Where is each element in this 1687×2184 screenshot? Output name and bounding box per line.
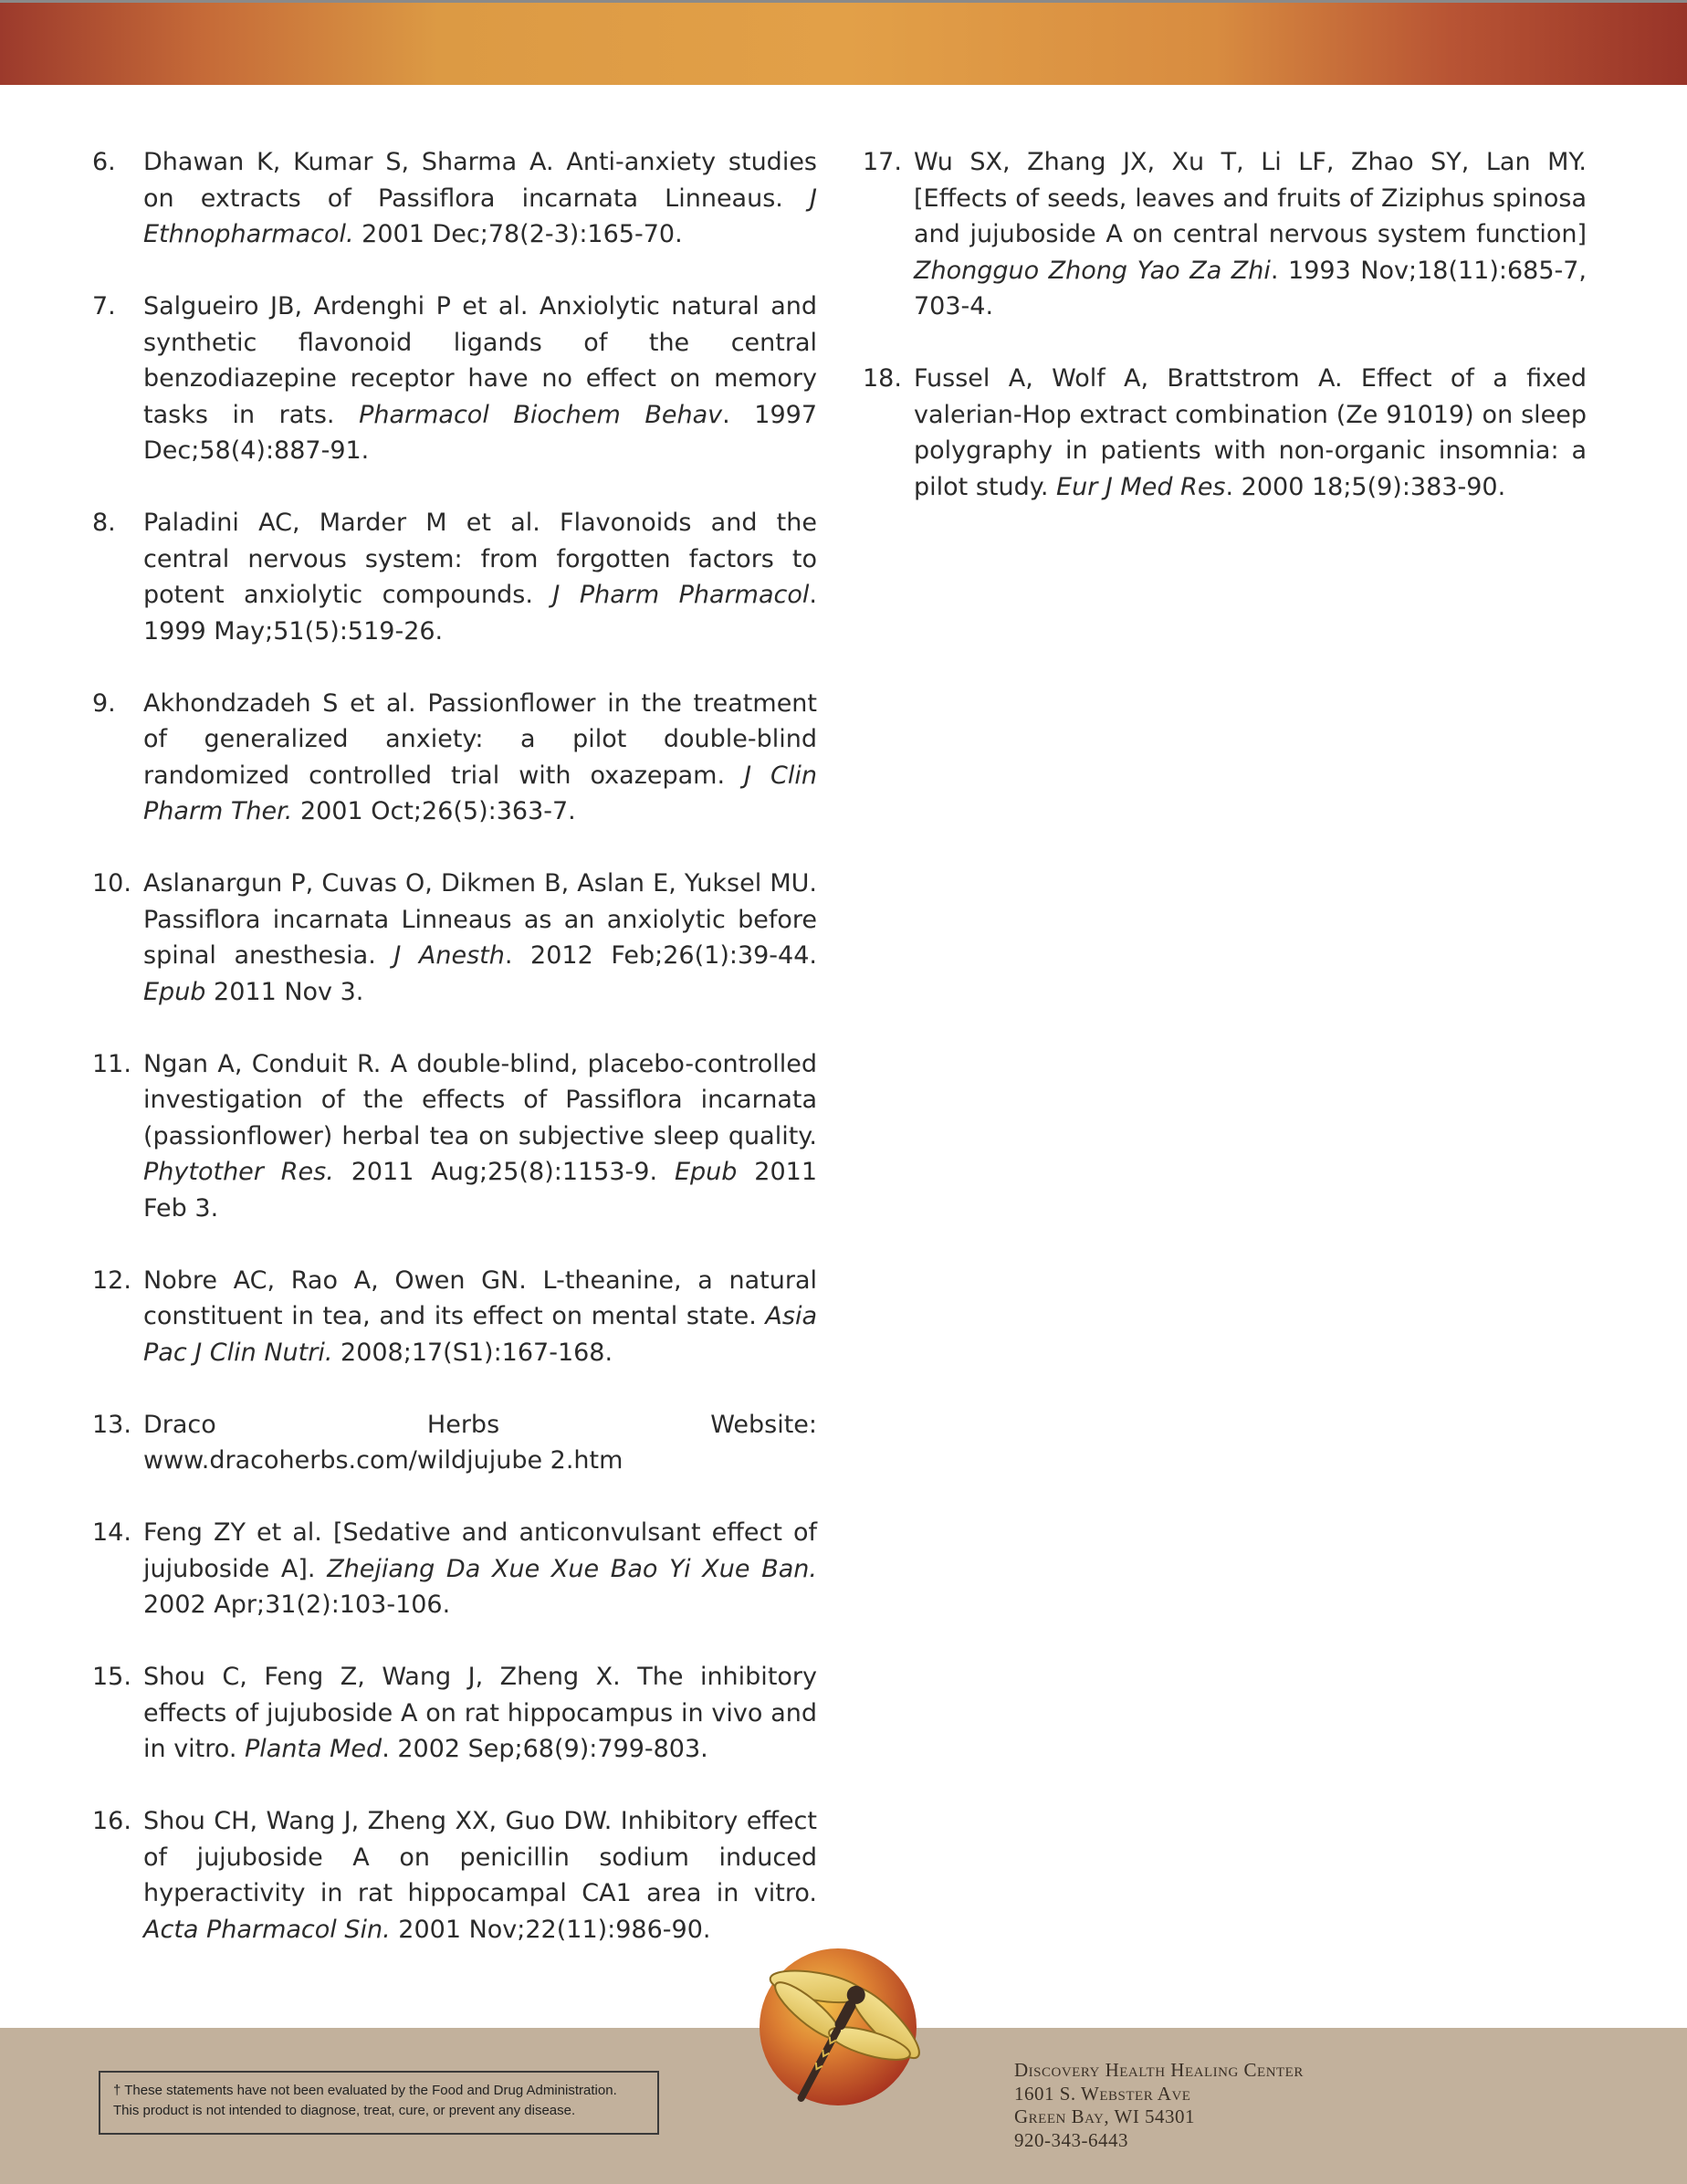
journal-name: Zhejiang Da Xue Xue Bao Yi Xue Ban. bbox=[327, 1554, 817, 1583]
reference-citation: 2001 Nov;22(11):986-90. bbox=[390, 1915, 711, 1944]
top-gradient-band bbox=[0, 0, 1687, 85]
reference-citation: 2001 Dec;78(2-3):165-70. bbox=[353, 220, 683, 248]
reference-text: Salgueiro JB, Ardenghi P et al. Anxiolytic natural and synthetic flavonoid ligands of the central benzodiazepine receptor have no effect on memory tasks in rats. bbox=[143, 292, 817, 429]
journal-name: Pharmacol Biochem Behav bbox=[359, 400, 723, 429]
reference-text: Shou CH, Wang J, Zheng XX, Guo DW. Inhibitory effect of jujuboside A on penicillin sodium induced hyperactivity in rat hippocampal CA1 area in vitro. bbox=[143, 1807, 817, 1907]
reference-citation: 2001 Oct;26(5):363-7. bbox=[292, 797, 576, 825]
reference-text: Aslanargun P, Cuvas O, Dikmen B, Aslan E, Yuksel MU. Passiflora incarnata Linneaus as an anxiolytic before spinal anesthesia. bbox=[143, 869, 817, 970]
journal-name: J Ethnopharmacol. bbox=[143, 184, 817, 248]
reference-number: 10. bbox=[92, 869, 131, 898]
reference-item bbox=[92, 144, 817, 253]
reference-citation: . 2000 18;5(9):383-90. bbox=[1225, 472, 1506, 501]
reference-number: 14. bbox=[92, 1518, 131, 1547]
journal-name: J Clin Pharm Ther. bbox=[143, 761, 817, 825]
epub-date: 2011 Nov 3. bbox=[205, 977, 364, 1006]
reference-number: 18. bbox=[863, 364, 902, 393]
epub-date: 2011 Feb 3. bbox=[143, 1158, 817, 1223]
fda-disclaimer-box bbox=[99, 2071, 659, 2135]
epub-label: Epub bbox=[143, 977, 206, 1006]
reference-citation: . 1999 May;51(5):519-26. bbox=[143, 581, 817, 646]
references-left-column bbox=[92, 144, 817, 1984]
reference-citation: 2008;17(S1):167-168. bbox=[332, 1338, 613, 1367]
reference-item bbox=[92, 1659, 817, 1768]
reference-number: 12. bbox=[92, 1265, 131, 1295]
reference-number: 7. bbox=[92, 292, 116, 320]
reference-text: Feng ZY et al. [Sedative and anticonvulsant effect of jujuboside A]. bbox=[143, 1518, 817, 1583]
reference-citation: . 1997 Dec;58(4):887-91. bbox=[143, 400, 817, 465]
reference-item bbox=[92, 289, 817, 469]
phone-number: 920-343-6443 bbox=[1014, 2128, 1128, 2151]
reference-number: 6. bbox=[92, 148, 116, 176]
reference-text: Akhondzadeh S et al. Passionflower in the treatment of generalized anxiety: a pilot double-blind randomized controlled trial with oxazepam. bbox=[143, 688, 817, 790]
reference-item bbox=[92, 1407, 817, 1479]
reference-item bbox=[92, 1803, 817, 1948]
disclaimer-line-1: † These statements have not been evaluated by the Food and Drug Administration. bbox=[113, 2083, 617, 2098]
journal-name: Acta Pharmacol Sin. bbox=[143, 1915, 391, 1944]
reference-text: Shou C, Feng Z, Wang J, Zheng X. The inhibitory effects of jujuboside A on rat hippocampus in vivo and in vitro. bbox=[143, 1663, 817, 1763]
org-name: Discovery Health Healing Center bbox=[1014, 2059, 1304, 2081]
address-block bbox=[1014, 2059, 1304, 2152]
reference-item bbox=[92, 866, 817, 1010]
journal-name: Zhongguo Zhong Yao Za Zhi bbox=[914, 256, 1271, 285]
reference-item bbox=[92, 1515, 817, 1623]
reference-citation: . 2002 Sep;68(9):799-803. bbox=[382, 1735, 708, 1763]
reference-item bbox=[92, 686, 817, 830]
reference-number: 15. bbox=[92, 1663, 131, 1691]
reference-number: 16. bbox=[92, 1807, 131, 1835]
reference-text: Paladini AC, Marder M et al. Flavonoids and the central nervous system: from forgotten factors to potent anxiolytic compounds. bbox=[143, 509, 817, 609]
journal-name: Eur J Med Res bbox=[1056, 472, 1226, 501]
reference-text: Draco Herbs Website: www.dracoherbs.com/wildjujube 2.htm bbox=[143, 1410, 817, 1475]
references-right-column bbox=[863, 144, 1587, 541]
reference-text: Fussel A, Wolf A, Brattstrom A. Effect of a fixed valerian-Hop extract combination (Ze 91019) on sleep polygraphy in patients with non-organic insomnia: a pilot study. bbox=[914, 364, 1587, 501]
disclaimer-line-2: This product is not intended to diagnose, treat, cure, or prevent any disease. bbox=[113, 2103, 576, 2118]
reference-text: Dhawan K, Kumar S, Sharma A. Anti-anxiety studies on extracts of Passiflora incarnata Linneaus. bbox=[143, 148, 817, 213]
reference-number: 17. bbox=[863, 148, 902, 176]
epub-label: Epub bbox=[674, 1158, 738, 1186]
reference-text: Ngan A, Conduit R. A double-blind, placebo-controlled investigation of the effects of Passiflora incarnata (passionflower) herbal tea on subjective sleep quality. bbox=[143, 1049, 817, 1150]
reference-citation: 2002 Apr;31(2):103-106. bbox=[143, 1591, 451, 1619]
reference-citation: 2011 Aug;25(8):1153-9. bbox=[333, 1158, 675, 1186]
reference-item bbox=[92, 1046, 817, 1227]
reference-text: Wu SX, Zhang JX, Xu T, Li LF, Zhao SY, Lan MY. [Effects of seeds, leaves and fruits of Ziziphus spinosa and jujuboside A on central nervous system function] bbox=[914, 148, 1587, 248]
reference-item bbox=[863, 144, 1587, 325]
journal-name: J Anesth bbox=[393, 941, 505, 970]
reference-item bbox=[92, 505, 817, 649]
reference-text: Nobre AC, Rao A, Owen GN. L-theanine, a natural constituent in tea, and its effect on mental state. bbox=[143, 1265, 817, 1330]
reference-citation: . 2012 Feb;26(1):39-44. bbox=[504, 941, 817, 970]
dragonfly-sun-logo-icon bbox=[747, 1937, 929, 2120]
reference-number: 8. bbox=[92, 509, 116, 537]
reference-item bbox=[92, 1263, 817, 1371]
street-address: 1601 S. Webster Ave bbox=[1014, 2082, 1191, 2105]
reference-number: 13. bbox=[92, 1410, 131, 1439]
journal-name: Asia Pac J Clin Nutri. bbox=[143, 1302, 817, 1367]
reference-citation: . 1993 Nov;18(11):685-7, 703-4. bbox=[914, 256, 1587, 320]
reference-number: 11. bbox=[92, 1049, 131, 1078]
journal-name: Planta Med bbox=[244, 1735, 382, 1763]
reference-item bbox=[863, 361, 1587, 505]
reference-number: 9. bbox=[92, 688, 116, 718]
journal-name: J Pharm Pharmacol bbox=[552, 581, 810, 609]
city-state-zip: Green Bay, WI 54301 bbox=[1014, 2105, 1196, 2127]
journal-name: Phytother Res. bbox=[143, 1158, 334, 1186]
